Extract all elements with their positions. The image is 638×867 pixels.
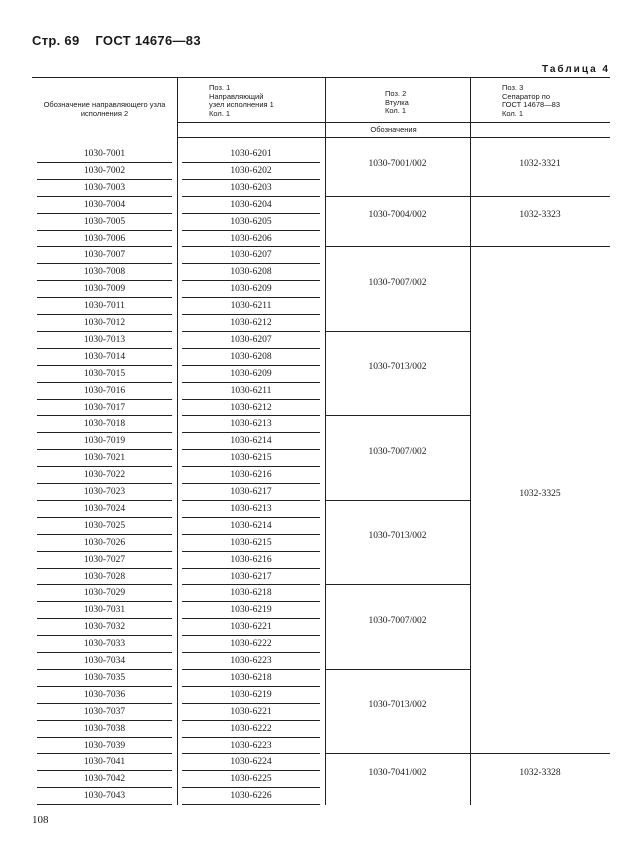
- row-rule-col1: [37, 213, 172, 214]
- row-rule-col2: [182, 348, 320, 349]
- row-29-col2: 1030-6221: [230, 622, 272, 633]
- row-37-col2: 1030-6224: [230, 757, 272, 768]
- row-32-col1: 1030-7035: [83, 672, 126, 683]
- row-rule-col1: [37, 230, 172, 231]
- separator-group-4: 1032-3328: [519, 767, 561, 778]
- row-rule-col2: [182, 314, 320, 315]
- row-rule-col2: [182, 703, 320, 704]
- row-rule-col2: [182, 737, 320, 738]
- row-1-col2: 1030-6201: [230, 149, 272, 159]
- running-header: [32, 33, 213, 48]
- row-rule-col1: [37, 584, 172, 585]
- bushing-group-3: 1030-7007/002: [368, 277, 427, 288]
- row-5-col2: 1030-6205: [230, 216, 272, 227]
- row-36-col2: 1030-6223: [230, 740, 272, 751]
- bushing-group-8: 1030-7013/002: [368, 700, 427, 711]
- separator-group-1: 1032-3321: [519, 159, 561, 170]
- header-rule: [177, 122, 610, 123]
- row-19-col1: 1030-7021: [83, 453, 126, 464]
- row-rule-col2: [182, 551, 320, 552]
- row-rule-col2: [182, 669, 320, 670]
- row-24-col1: 1030-7026: [83, 537, 126, 548]
- row-rule-col1: [37, 348, 172, 349]
- row-rule-col2: [182, 230, 320, 231]
- row-rule-col1: [37, 753, 172, 754]
- row-rule-col1: [37, 618, 172, 619]
- standard-ref: ГОСТ 14676—83: [95, 33, 201, 48]
- row-6-col2: 1030-6206: [230, 233, 272, 244]
- page-ref: Стр. 69: [32, 33, 80, 48]
- row-22-col2: 1030-6213: [230, 503, 272, 514]
- row-16-col2: 1030-6212: [230, 402, 272, 413]
- row-31-col2: 1030-6223: [230, 656, 272, 666]
- row-15-col1: 1030-7016: [83, 385, 126, 396]
- row-rule-col2: [182, 213, 320, 214]
- row-28-col2: 1030-6219: [230, 605, 272, 616]
- row-rule-col2: [182, 686, 320, 687]
- bushing-group-group-rule: [325, 415, 470, 416]
- row-2-col1: 1030-7002: [83, 165, 126, 176]
- row-rule-col2: [182, 331, 320, 332]
- row-10-col1: 1030-7011: [84, 301, 125, 312]
- row-rule-col2: [182, 179, 320, 180]
- row-rule-col1: [37, 263, 172, 264]
- row-27-col1: 1030-7029: [83, 588, 126, 599]
- row-rule-col1: [37, 534, 172, 535]
- row-15-col2: 1030-6211: [230, 385, 272, 396]
- row-rule-col1: [37, 601, 172, 602]
- bushing-group-group-rule: [325, 246, 470, 247]
- separator-group-group-rule: [470, 753, 610, 754]
- row-rule-col2: [182, 652, 320, 653]
- row-10-col2: 1030-6211: [230, 301, 272, 312]
- subheader-rule: [177, 137, 610, 138]
- row-rule-col2: [182, 584, 320, 585]
- separator-group-group-rule: [470, 246, 610, 247]
- col2-header: [209, 84, 329, 118]
- col3-header-line: Поз. 2: [385, 89, 407, 98]
- row-rule-col1: [37, 382, 172, 383]
- row-rule-col1: [37, 432, 172, 433]
- col4-header-line: Кол. 1: [502, 108, 524, 118]
- row-14-col2: 1030-6209: [230, 368, 272, 379]
- col4-header-line: Поз. 3: [502, 83, 524, 92]
- bushing-group-2: 1030-7004/002: [368, 210, 427, 221]
- row-34-col2: 1030-6221: [230, 706, 272, 717]
- row-28-col1: 1030-7031: [83, 605, 126, 616]
- row-21-col2: 1030-6217: [230, 487, 272, 497]
- row-17-col1: 1030-7018: [83, 419, 126, 430]
- row-rule-col2: [182, 399, 320, 400]
- row-rule-col1: [37, 314, 172, 315]
- row-12-col1: 1030-7013: [83, 334, 126, 345]
- col2-header-line: Направляющий: [209, 91, 264, 101]
- page-number: 108: [32, 814, 49, 826]
- row-32-col2: 1030-6218: [230, 672, 272, 683]
- bushing-group-4: 1030-7013/002: [368, 362, 427, 373]
- row-16-col1: 1030-7017: [83, 402, 126, 413]
- row-rule-col2: [182, 534, 320, 535]
- row-rule-col2: [182, 500, 320, 501]
- separator-group-2: 1032-3323: [519, 210, 561, 221]
- row-rule-col2: [182, 382, 320, 383]
- bushing-group-group-rule: [325, 669, 470, 670]
- col2-header-line: Кол. 1: [209, 108, 231, 118]
- bushing-group-group-rule: [325, 500, 470, 501]
- col4-header-line: Сепаратор по: [502, 91, 551, 101]
- subheader-designations: Обозначения: [370, 125, 417, 134]
- row-9-col1: 1030-7009: [83, 284, 126, 295]
- row-rule-col1: [37, 720, 172, 721]
- row-rule-col2: [182, 297, 320, 298]
- row-rule-col1: [37, 196, 172, 197]
- row-rule-col2: [182, 483, 320, 484]
- row-rule-col2: [182, 263, 320, 264]
- row-1-col1: 1030-7001: [83, 149, 126, 159]
- row-4-col1: 1030-7004: [83, 199, 126, 210]
- bushing-group-6: 1030-7013/002: [368, 531, 427, 542]
- row-23-col1: 1030-7025: [83, 520, 126, 531]
- row-rule-col2: [182, 365, 320, 366]
- bushing-group-group-rule: [325, 196, 470, 197]
- row-rule-col1: [37, 686, 172, 687]
- row-31-col1: 1030-7034: [83, 656, 126, 666]
- table-top-rule: [32, 77, 610, 78]
- row-rule-col2: [182, 246, 320, 247]
- row-13-col1: 1030-7014: [83, 351, 126, 362]
- row-35-col2: 1030-6222: [230, 723, 272, 734]
- row-rule-col2: [182, 449, 320, 450]
- row-rule-col2: [182, 568, 320, 569]
- row-rule-col1: [37, 804, 172, 805]
- row-rule-col1: [37, 703, 172, 704]
- bushing-group-7: 1030-7007/002: [368, 615, 427, 626]
- row-8-col1: 1030-7008: [83, 267, 126, 278]
- separator-group-3: 1032-3325: [519, 488, 561, 499]
- row-rule-col1: [37, 568, 172, 569]
- row-23-col2: 1030-6214: [230, 520, 272, 531]
- row-rule-col1: [37, 635, 172, 636]
- row-39-col1: 1030-7043: [83, 791, 126, 802]
- row-rule-col1: [37, 652, 172, 653]
- row-36-col1: 1030-7039: [83, 740, 126, 751]
- col3-header-line: Втулка: [385, 97, 409, 107]
- row-21-col1: 1030-7023: [83, 487, 126, 497]
- row-19-col2: 1030-6215: [230, 453, 272, 464]
- row-26-col2: 1030-6217: [230, 571, 272, 582]
- row-rule-col2: [182, 770, 320, 771]
- row-rule-col1: [37, 483, 172, 484]
- row-20-col2: 1030-6216: [230, 470, 272, 481]
- row-rule-col2: [182, 618, 320, 619]
- row-rule-col1: [37, 179, 172, 180]
- row-3-col1: 1030-7003: [83, 182, 126, 193]
- row-7-col1: 1030-7007: [83, 250, 126, 261]
- col4-header-line: ГОСТ 14678—83: [502, 100, 561, 109]
- row-7-col2: 1030-6207: [230, 250, 272, 261]
- row-38-col2: 1030-6225: [230, 774, 272, 785]
- col1-header: Обозначение направляющего узла исполнения 2: [43, 100, 166, 118]
- row-rule-col1: [37, 449, 172, 450]
- row-11-col2: 1030-6212: [230, 318, 272, 328]
- row-26-col1: 1030-7028: [83, 571, 126, 582]
- row-rule-col2: [182, 517, 320, 518]
- row-rule-col1: [37, 770, 172, 771]
- row-rule-col1: [37, 737, 172, 738]
- row-rule-col1: [37, 365, 172, 366]
- separator-group-group-rule: [470, 196, 610, 197]
- bushing-group-group-rule: [325, 753, 470, 754]
- row-rule-col2: [182, 196, 320, 197]
- row-34-col1: 1030-7037: [83, 706, 126, 717]
- row-25-col2: 1030-6216: [230, 554, 272, 565]
- row-5-col1: 1030-7005: [83, 216, 126, 227]
- row-17-col2: 1030-6213: [230, 419, 272, 430]
- row-22-col1: 1030-7024: [83, 503, 126, 514]
- row-33-col2: 1030-6219: [230, 689, 272, 700]
- column-divider-3: [470, 77, 471, 805]
- col3-header-line: Кол. 1: [385, 106, 407, 115]
- bushing-group-group-rule: [325, 584, 470, 585]
- row-24-col2: 1030-6215: [230, 537, 272, 548]
- row-38-col1: 1030-7042: [83, 774, 126, 785]
- row-rule-col1: [37, 669, 172, 670]
- row-29-col1: 1030-7032: [83, 622, 126, 633]
- row-8-col2: 1030-6208: [230, 267, 272, 278]
- row-rule-col1: [37, 399, 172, 400]
- row-25-col1: 1030-7027: [83, 554, 126, 565]
- row-rule-col1: [37, 246, 172, 247]
- row-rule-col2: [182, 432, 320, 433]
- row-13-col2: 1030-6208: [230, 351, 272, 362]
- row-rule-col1: [37, 787, 172, 788]
- row-rule-col2: [182, 601, 320, 602]
- row-rule-col1: [37, 500, 172, 501]
- row-rule-col1: [37, 415, 172, 416]
- col2-header-line: узел исполнения 1: [209, 100, 274, 109]
- table-label: Таблица 4: [541, 64, 610, 75]
- row-rule-col2: [182, 720, 320, 721]
- bushing-group-5: 1030-7007/002: [368, 446, 427, 457]
- row-27-col2: 1030-6218: [230, 588, 272, 599]
- bushing-group-9: 1030-7041/002: [368, 767, 427, 778]
- row-rule-col2: [182, 635, 320, 636]
- row-rule-col1: [37, 466, 172, 467]
- row-2-col2: 1030-6202: [230, 165, 272, 176]
- bushing-group-1: 1030-7001/002: [368, 159, 427, 170]
- row-37-col1: 1030-7041: [83, 757, 126, 768]
- col2-header-line: Поз. 1: [209, 83, 231, 92]
- col4-header: [502, 84, 622, 118]
- row-rule-col1: [37, 517, 172, 518]
- row-11-col1: 1030-7012: [83, 318, 126, 328]
- row-rule-col2: [182, 415, 320, 416]
- row-rule-col2: [182, 466, 320, 467]
- row-rule-col2: [182, 804, 320, 805]
- row-12-col2: 1030-6207: [230, 334, 272, 345]
- row-39-col2: 1030-6226: [230, 791, 272, 802]
- bushing-group-group-rule: [325, 331, 470, 332]
- row-rule-col2: [182, 280, 320, 281]
- row-30-col2: 1030-6222: [230, 639, 272, 650]
- row-14-col1: 1030-7015: [83, 368, 126, 379]
- row-18-col2: 1030-6214: [230, 436, 272, 447]
- col3-header: [385, 90, 465, 116]
- row-rule-col1: [37, 331, 172, 332]
- row-33-col1: 1030-7036: [83, 689, 126, 700]
- row-9-col2: 1030-6209: [230, 284, 272, 295]
- row-rule-col1: [37, 280, 172, 281]
- row-18-col1: 1030-7019: [83, 436, 126, 447]
- row-rule-col2: [182, 162, 320, 163]
- row-rule-col1: [37, 162, 172, 163]
- row-rule-col2: [182, 753, 320, 754]
- row-rule-col1: [37, 551, 172, 552]
- column-divider-2: [325, 77, 326, 805]
- row-rule-col2: [182, 787, 320, 788]
- row-30-col1: 1030-7033: [83, 639, 126, 650]
- row-6-col1: 1030-7006: [83, 233, 126, 244]
- row-3-col2: 1030-6203: [230, 182, 272, 193]
- row-35-col1: 1030-7038: [83, 723, 126, 734]
- row-20-col1: 1030-7022: [83, 470, 126, 481]
- row-4-col2: 1030-6204: [230, 199, 272, 210]
- row-rule-col1: [37, 297, 172, 298]
